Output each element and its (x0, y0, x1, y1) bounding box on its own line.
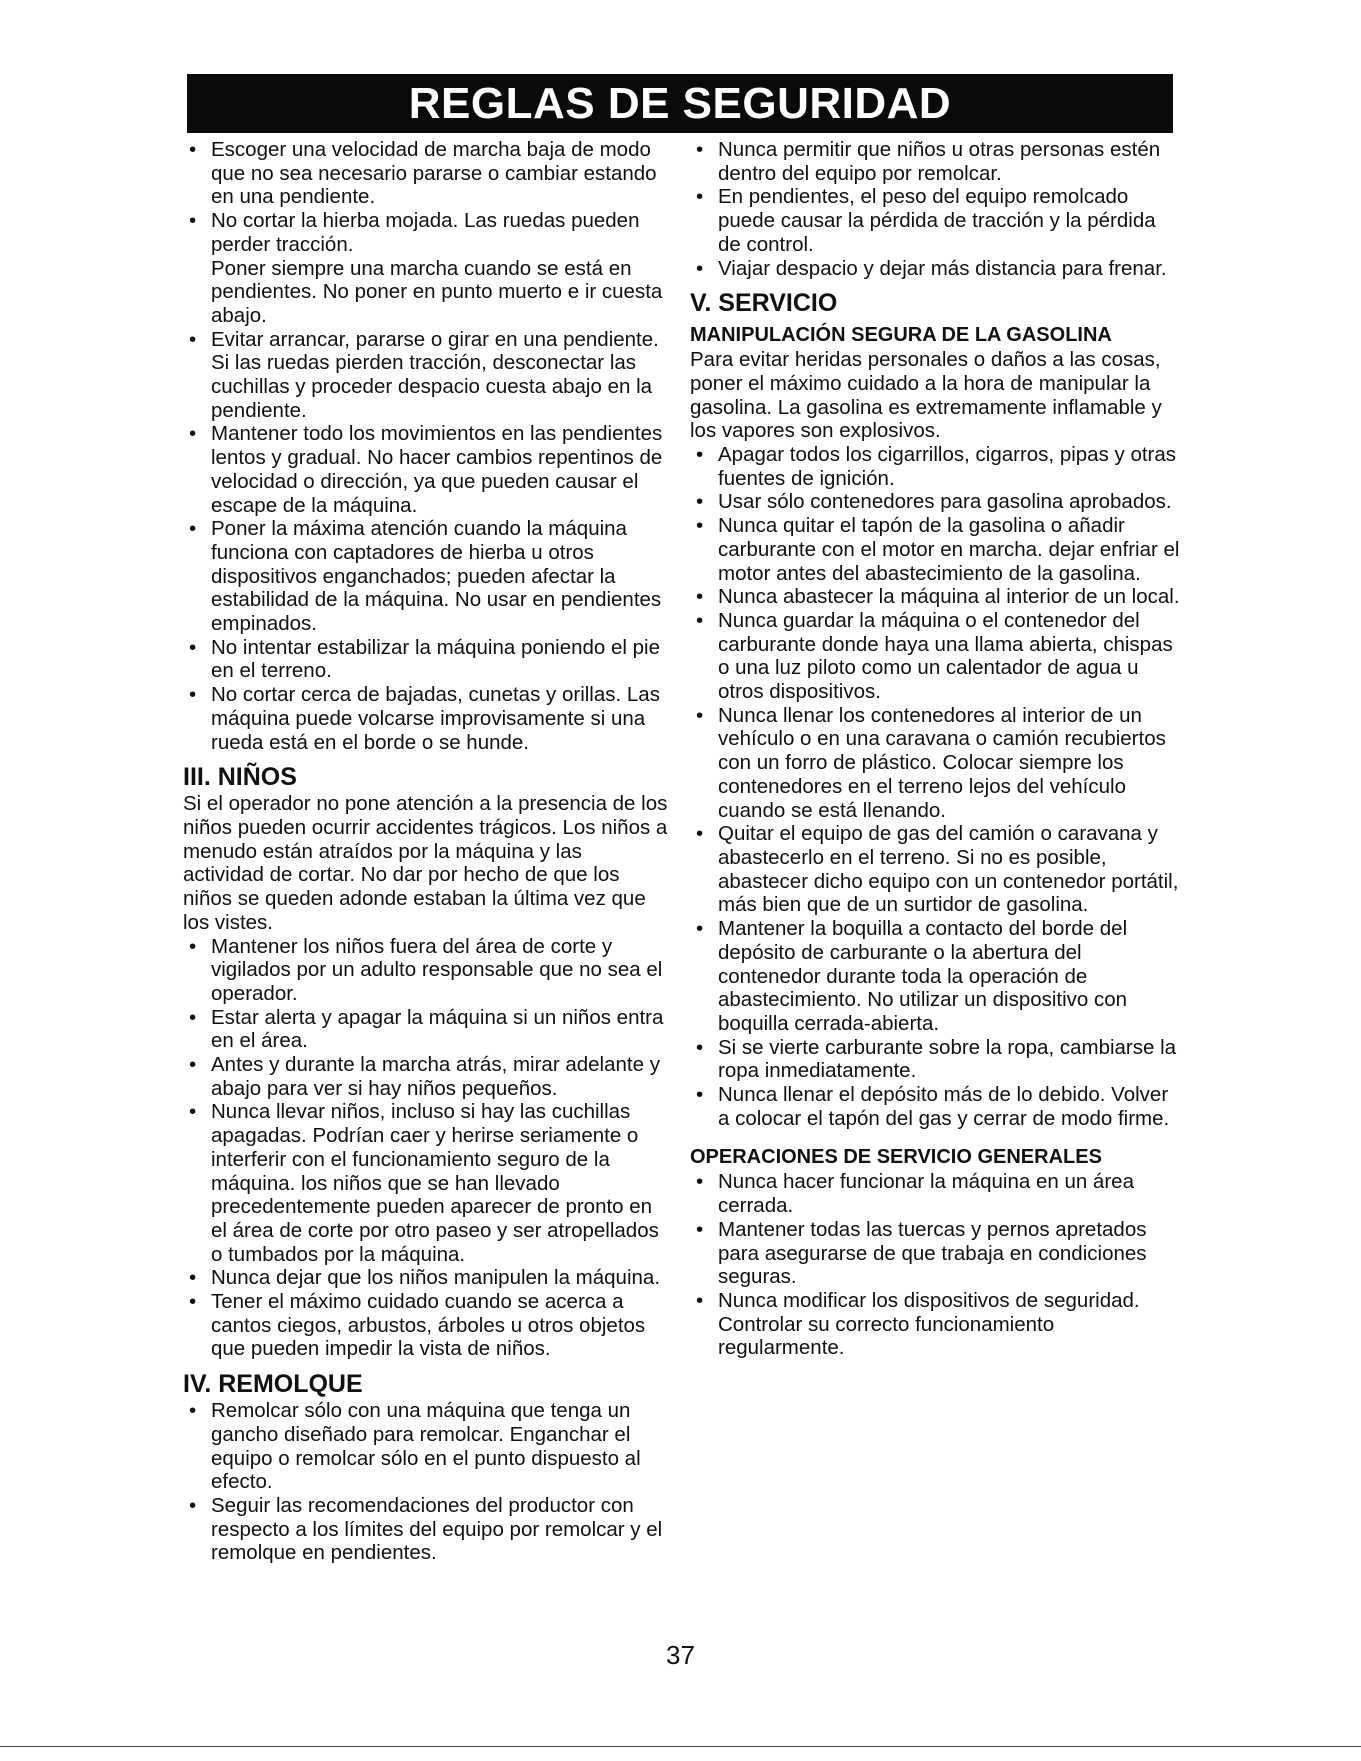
ninos-list (183, 935, 668, 1362)
list-item: • Nunca abastecer la máquina al interior de un local. (690, 585, 1184, 609)
list-item: • No cortar cerca de bajadas, cunetas y orillas. Las máquina puede volcarse improvisamente si una rueda está en el borde o se hunde. (183, 683, 668, 754)
list-item: • Nunca llenar los contenedores al interior de un vehículo o en una caravana o camión recubiertos con un forro de plástico. Colocar siempre los contenedores en el terreno lejos del vehículo cuando se está llenando. (690, 704, 1184, 823)
list-item: • Remolcar sólo con una máquina que tenga un gancho diseñado para remolcar. Enganchar el equipo o remolcar sólo en el punto dispuesto al efecto. (183, 1399, 668, 1494)
list-item: • Viajar despacio y dejar más distancia para frenar. (690, 257, 1184, 281)
remolque-list-continued (690, 138, 1184, 280)
operaciones-list (690, 1170, 1184, 1360)
page-number: 37 (666, 1640, 695, 1670)
list-item: • Mantener todas las tuercas y pernos apretados para asegurarse de que trabaja en condiciones seguras. (690, 1218, 1184, 1289)
subheading-operaciones: OPERACIONES DE SERVICIO GENERALES (690, 1146, 1102, 1169)
page-title: REGLAS DE SEGURIDAD (408, 78, 952, 128)
gasolina-list (690, 443, 1184, 1130)
section-heading-ninos: III. NIÑOS (183, 763, 297, 792)
section-heading-remolque: IV. REMOLQUE (183, 1370, 363, 1399)
list-item: • Evitar arrancar, pararse o girar en una pendiente. Si las ruedas pierden tracción, desconectar las cuchillas y proceder despacio cuesta abajo en la pendiente. (183, 328, 668, 423)
gasolina-intro: Para evitar heridas personales o daños a las cosas, poner el máximo cuidado a la hora de manipular la gasolina. La gasolina es extremamente inflamable y los vapores son explosivos. (690, 348, 1162, 443)
list-item: • Nunca modificar los dispositivos de seguridad. Controlar su correcto funcionamiento regularmente. (690, 1289, 1184, 1360)
section-heading-servicio: V. SERVICIO (690, 289, 838, 318)
list-item: • Nunca quitar el tapón de la gasolina o añadir carburante con el motor en marcha. dejar enfriar el motor antes del abastecimiento de la gasolina. (690, 514, 1184, 585)
page-title-banner (187, 74, 1173, 133)
list-item: • Tener el máximo cuidado cuando se acerca a cantos ciegos, arbustos, árboles u otros objetos que pueden impedir la vista de niños. (183, 1290, 668, 1361)
list-item: • Mantener los niños fuera del área de corte y vigilados por un adulto responsable que no sea el operador. (183, 935, 668, 1006)
bottom-rule (0, 1746, 1361, 1747)
list-item: • Antes y durante la marcha atrás, mirar adelante y abajo para ver si hay niños pequeños. (183, 1053, 668, 1100)
list-item: • Nunca dejar que los niños manipulen la máquina. (183, 1266, 668, 1290)
list-item: • Escoger una velocidad de marcha baja de modo que no sea necesario pararse o cambiar estando en una pendiente. (183, 138, 668, 209)
list-item: • Usar sólo contenedores para gasolina aprobados. (690, 490, 1184, 514)
remolque-list (183, 1399, 668, 1565)
list-item: • Poner la máxima atención cuando la máquina funciona con captadores de hierba u otros dispositivos enganchados; pueden afectar la estabilidad de la máquina. No usar en pendientes empinados. (183, 517, 668, 636)
slope-note: Poner siempre una marcha cuando se está en pendientes. No poner en punto muerto e ir cuesta abajo. (211, 256, 663, 327)
slope-list (183, 138, 668, 257)
list-item: • Apagar todos los cigarrillos, cigarros, pipas y otras fuentes de ignición. (690, 443, 1184, 490)
list-item: • Si se vierte carburante sobre la ropa, cambiarse la ropa inmediatamente. (690, 1036, 1184, 1083)
list-item: • Nunca llenar el depósito más de lo debido. Volver a colocar el tapón del gas y cerrar de modo firme. (690, 1083, 1184, 1130)
list-item: • Seguir las recomendaciones del productor con respecto a los límites del equipo por remolcar y el remolque en pendientes. (183, 1494, 668, 1565)
list-item: • Mantener todo los movimientos en las pendientes lentos y gradual. No hacer cambios repentinos de velocidad o dirección, ya que pueden causar el escape de la máquina. (183, 422, 668, 517)
list-item: • Nunca permitir que niños u otras personas estén dentro del equipo por remolcar. (690, 138, 1184, 185)
list-item: • No cortar la hierba mojada. Las ruedas pueden perder tracción. (183, 209, 668, 256)
ninos-intro: Si el operador no pone atención a la presencia de los niños pueden ocurrir accidentes trágicos. Los niños a menudo están atraídos por la máquina y las actividad de cortar. No dar por hecho de que los niños se queden adonde estaban la última vez que los vistes. (183, 792, 668, 934)
list-item: • Estar alerta y apagar la máquina si un niños entra en el área. (183, 1006, 668, 1053)
slope-list-2 (183, 328, 668, 755)
right-column (690, 138, 1184, 1360)
left-column (183, 138, 668, 1565)
list-item: • Nunca hacer funcionar la máquina en un área cerrada. (690, 1170, 1184, 1217)
list-item: • Nunca llevar niños, incluso si hay las cuchillas apagadas. Podrían caer y herirse seriamente o interferir con el funcionamiento seguro de la máquina. los niños que se han llevado precedentemente pueden aparecer de pronto en el área de corte por otro paseo y ser atropellados o tumbados por la máquina. (183, 1100, 668, 1266)
list-item: • No intentar estabilizar la máquina poniendo el pie en el terreno. (183, 636, 668, 683)
subheading-gasolina: MANIPULACIÓN SEGURA DE LA GASOLINA (690, 324, 1112, 347)
list-item: • Quitar el equipo de gas del camión o caravana y abastecerlo en el terreno. Si no es posible, abastecer dicho equipo con un contenedor portátil, más bien que de un surtidor de gasolina. (690, 822, 1184, 917)
list-item: • Mantener la boquilla a contacto del borde del depósito de carburante o la abertura del contenedor durante toda la operación de abastecimiento. No utilizar un dispositivo con boquilla cerrada-abierta. (690, 917, 1184, 1036)
list-item: • En pendientes, el peso del equipo remolcado puede causar la pérdida de tracción y la pérdida de control. (690, 185, 1184, 256)
list-item: • Nunca guardar la máquina o el contenedor del carburante donde haya una llama abierta, chispas o una luz piloto como un calentador de agua u otros dispositivos. (690, 609, 1184, 704)
